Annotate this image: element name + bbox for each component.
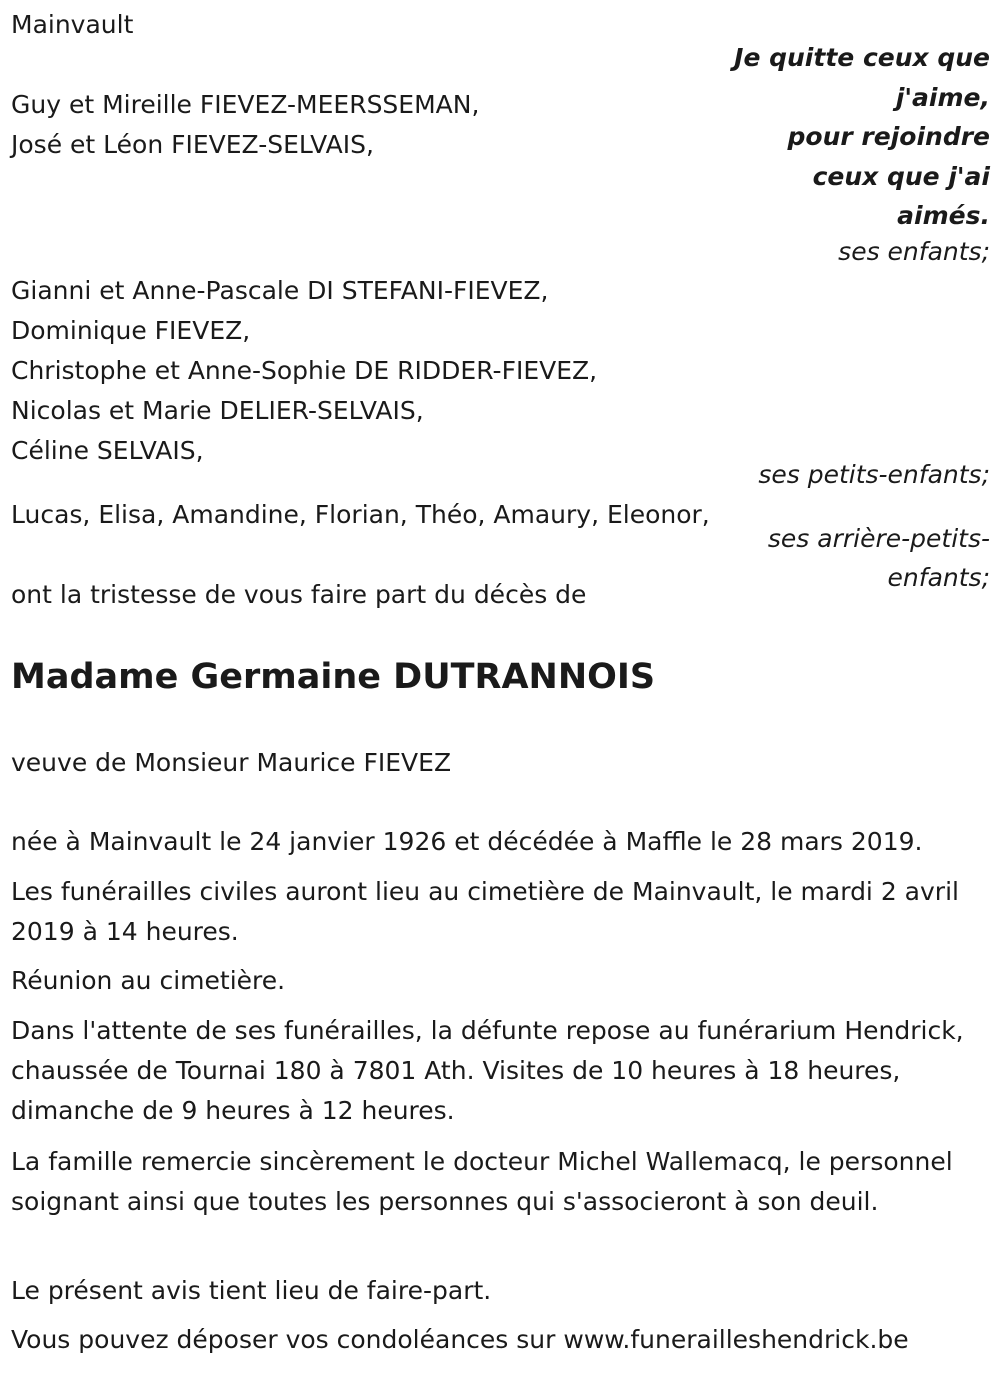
funeral-info: Les funérailles civiles auront lieu au cimetière de Mainvault, le mardi 2 avril 2019 à 14 heures. <box>11 877 959 946</box>
great-grandchildren-label: enfants; <box>887 563 990 592</box>
notice-info: Le présent avis tient lieu de faire-part. <box>11 1276 492 1305</box>
quote-line: aimés. <box>897 201 990 230</box>
grandchild-line: Nicolas et Marie DELIER-SELVAIS, <box>11 396 424 425</box>
children-label: ses enfants; <box>838 237 990 266</box>
grandchild-line: Céline SELVAIS, <box>11 436 204 465</box>
quote-line: Je quitte ceux que <box>734 43 990 72</box>
quote-line: j'aime, <box>895 82 990 112</box>
birth-death-info: née à Mainvault le 24 janvier 1926 et décédée à Maffle le 28 mars 2019. <box>11 827 923 856</box>
child-line: Guy et Mireille FIEVEZ-MEERSSEMAN, <box>11 90 480 119</box>
grandchild-line: Dominique FIEVEZ, <box>11 316 251 345</box>
announcement: ont la tristesse de vous faire part du décès de <box>11 580 587 609</box>
grandchild-line: Christophe et Anne-Sophie DE RIDDER-FIEVEZ, <box>11 356 598 385</box>
widow-of: veuve de Monsieur Maurice FIEVEZ <box>11 748 452 777</box>
quote-line: ceux que j'ai <box>812 161 990 191</box>
deceased-name: Madame Germaine DUTRANNOIS <box>11 657 656 697</box>
child-line: José et Léon FIEVEZ-SELVAIS, <box>11 130 374 159</box>
visitation-info: Dans l'attente de ses funérailles, la défunte repose au funérarium Hendrick, chaussée de Tournai 180 à 7801 Ath. Visites de 10 heures à 18 heures, dimanche de 9 heures à 12 heures. <box>11 1016 964 1125</box>
thanks-info: La famille remercie sincèrement le docteur Michel Wallemacq, le personnel soignant ainsi que toutes les personnes qui s'associeront à son deuil. <box>11 1147 953 1216</box>
town-heading: Mainvault <box>11 10 134 39</box>
epitaph-quote <box>730 38 990 236</box>
quote-line: pour rejoindre <box>787 122 990 151</box>
grandchildren-label: ses petits-enfants; <box>758 460 990 489</box>
grandchild-line: Gianni et Anne-Pascale DI STEFANI-FIEVEZ, <box>11 276 549 305</box>
great-grandchildren-line: Lucas, Elisa, Amandine, Florian, Théo, Amaury, Eleonor, <box>11 500 710 529</box>
great-grandchildren-label: ses arrière-petits- <box>767 524 990 553</box>
condolences-info: Vous pouvez déposer vos condoléances sur www.funerailleshendrick.be <box>11 1325 909 1354</box>
gathering-info: Réunion au cimetière. <box>11 966 286 995</box>
